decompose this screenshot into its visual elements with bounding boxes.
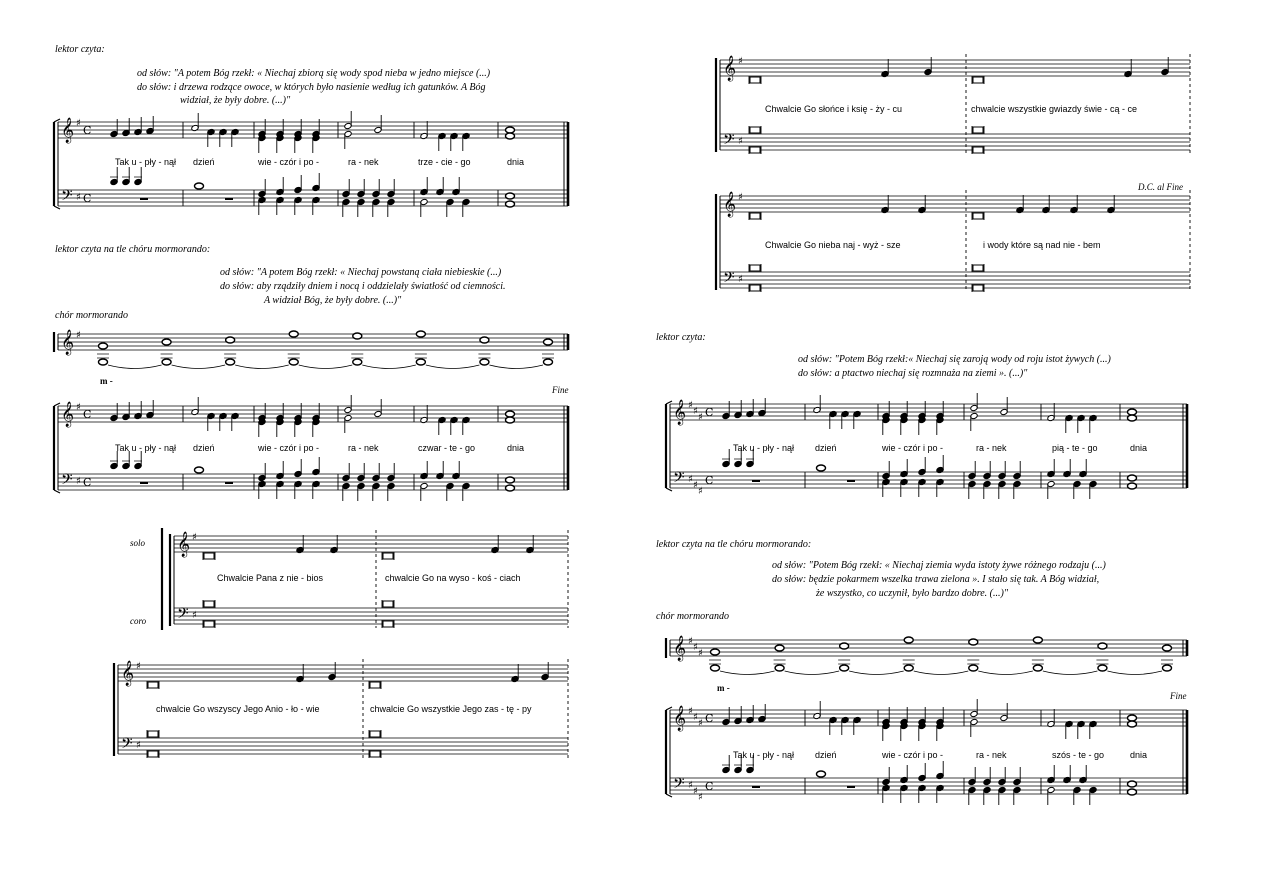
reading-end-cont: że wszystko, co uczynił, było bardzo dobre. (...)"	[816, 588, 1009, 599]
treble-clef: 𝄞	[121, 661, 135, 686]
breve-note	[750, 77, 760, 83]
whole-note	[1128, 483, 1137, 489]
breve-note	[973, 265, 983, 271]
choir-label: chór mormorando	[656, 611, 730, 622]
reading-end: do słów: a ptactwo niechaj się rozmnaża na ziemi ». (...)"	[798, 368, 1028, 379]
key-sharp: ♯	[688, 706, 693, 717]
breve-note	[204, 553, 214, 559]
whole-note	[506, 417, 515, 423]
fine-mark: Fine	[552, 385, 569, 395]
treble-clef: 𝄞	[723, 192, 737, 217]
tie-arc	[235, 365, 289, 369]
lektor-label: lektor czyta na tle chóru mormorando:	[656, 539, 812, 550]
whole-note	[544, 339, 553, 345]
key-sharp: ♯	[693, 642, 698, 653]
breve-note	[148, 731, 158, 737]
time-signature: C	[705, 474, 714, 487]
key-sharp: ♯	[698, 486, 703, 497]
whole-rest	[847, 786, 855, 788]
whole-rest	[225, 198, 233, 200]
time-signature: C	[83, 408, 92, 421]
time-signature: C	[83, 476, 92, 489]
treble-clef: 𝄞	[61, 402, 75, 427]
bass-clef: 𝄢	[723, 269, 735, 290]
key-sharp: ♯	[192, 610, 197, 621]
whole-note	[1128, 415, 1137, 421]
key-sharp: ♯	[688, 474, 693, 485]
tie-arc	[362, 365, 416, 369]
key-sharp: ♯	[76, 330, 81, 341]
lyric: trze - cie - go	[418, 157, 471, 167]
key-sharp: ♯	[192, 532, 197, 543]
lyric: wie - czór i po -	[258, 157, 320, 167]
key-sharp: ♯	[693, 480, 698, 491]
key-sharp: ♯	[76, 476, 81, 487]
key-sharp: ♯	[693, 406, 698, 417]
lektor-label: lektor czyta:	[55, 44, 105, 55]
bracket-hook	[666, 794, 672, 797]
whole-note	[1128, 781, 1137, 787]
reading-start: od słów: "A potem Bóg rzekł: « Niechaj zbiorą się wody spod nieba w jedno miejsce (...)	[137, 68, 491, 79]
whole-rest	[752, 480, 760, 482]
lyric: pią - te - go	[1052, 443, 1098, 453]
whole-note	[99, 359, 108, 365]
breve-note	[750, 147, 760, 153]
whole-rest	[140, 482, 148, 484]
key-sharp: ♯	[136, 661, 141, 672]
key-sharp: ♯	[698, 792, 703, 803]
key-sharp: ♯	[688, 780, 693, 791]
chant-lyric: chwalcie Go wszystkie Jego zas - tę - py	[370, 704, 532, 714]
treble-clef: 𝄞	[177, 532, 191, 557]
treble-clef: 𝄞	[723, 56, 737, 81]
lyric: wie - czór i po -	[882, 443, 944, 453]
solo-label: solo	[130, 538, 146, 548]
tie-arc	[426, 365, 480, 369]
whole-note	[289, 331, 298, 337]
whole-note	[1033, 637, 1042, 643]
bracket-hook	[54, 119, 60, 122]
chant-lyric: i wody które są nad nie - bem	[983, 240, 1101, 250]
whole-rest	[847, 480, 855, 482]
breve-note	[383, 621, 393, 627]
fine-mark: Fine	[1170, 691, 1187, 701]
whole-rest	[140, 198, 148, 200]
breve-note	[973, 77, 983, 83]
whole-note	[506, 133, 515, 139]
lyric: Tak u - pły - nął	[733, 750, 795, 760]
tie-arc	[914, 671, 969, 675]
bass-clef: 𝄢	[723, 131, 735, 152]
time-signature: C	[83, 124, 92, 137]
whole-note	[1128, 715, 1137, 721]
whole-note	[1163, 645, 1172, 651]
tie-arc	[978, 671, 1033, 675]
breve-note	[383, 601, 393, 607]
tie-arc	[785, 671, 840, 675]
whole-rest	[752, 786, 760, 788]
whole-note	[1128, 409, 1137, 415]
bracket-hook	[666, 401, 672, 404]
choir-label: chór mormorando	[55, 310, 129, 321]
treble-clef: 𝄞	[673, 400, 687, 425]
key-sharp: ♯	[76, 402, 81, 413]
whole-note	[506, 201, 515, 207]
key-sharp: ♯	[76, 192, 81, 203]
bass-clef: 𝄢	[121, 735, 133, 756]
whole-rest	[225, 482, 233, 484]
hum-syllable: m -	[100, 376, 113, 386]
breve-note	[750, 265, 760, 271]
lyric: Tak u - pły - nął	[115, 157, 177, 167]
bracket-hook	[54, 490, 60, 493]
whole-note	[195, 183, 204, 189]
whole-note	[1128, 721, 1137, 727]
whole-note	[1163, 665, 1172, 671]
tie-arc	[172, 365, 226, 369]
whole-note	[1033, 665, 1042, 671]
lyric: dzień	[193, 443, 215, 453]
breve-note	[973, 127, 983, 133]
lektor-label: lektor czyta na tle chóru mormorando:	[55, 244, 211, 255]
reading-start: od słów: "A potem Bóg rzekł: « Niechaj powstaną ciała niebieskie (...)	[220, 267, 502, 278]
whole-note	[969, 639, 978, 645]
bass-clef: 𝄢	[673, 775, 685, 796]
chant-lyric: chwalcie Go na wyso - koś - ciach	[385, 573, 521, 583]
lyric: dnia	[1130, 443, 1148, 453]
key-sharp: ♯	[738, 56, 743, 67]
breve-note	[750, 213, 760, 219]
whole-note	[817, 771, 826, 777]
bracket-hook	[666, 707, 672, 710]
breve-note	[148, 682, 158, 688]
reading-end: do słów: będzie pokarmem wszelka trawa zielona ». I stało się tak. A Bóg widział,	[772, 574, 1100, 585]
whole-note	[226, 359, 235, 365]
key-sharp: ♯	[688, 636, 693, 647]
whole-note	[506, 127, 515, 133]
whole-note	[162, 359, 171, 365]
whole-note	[775, 645, 784, 651]
whole-note	[840, 643, 849, 649]
whole-note	[195, 467, 204, 473]
lyric: dzień	[815, 750, 837, 760]
chant-lyric: chwalcie wszystkie gwiazdy świe - cą - ce	[971, 104, 1138, 114]
reading-end: do słów: aby rządziły dniem i nocą i oddzielały światłość od ciemności.	[220, 281, 506, 292]
lyric: dnia	[1130, 750, 1148, 760]
reading-end-cont: A widział Bóg, że były dobre. (...)"	[264, 295, 402, 306]
whole-note	[226, 337, 235, 343]
whole-note	[99, 343, 108, 349]
lyric: dnia	[507, 443, 525, 453]
lyric: Tak u - pły - nął	[733, 443, 795, 453]
tie-arc	[720, 671, 775, 675]
whole-note	[353, 359, 362, 365]
lyric: dzień	[193, 157, 215, 167]
breve-note	[383, 553, 393, 559]
whole-note	[506, 477, 515, 483]
whole-note	[416, 331, 425, 337]
lyric: wie - czór i po -	[882, 750, 944, 760]
whole-note	[904, 665, 913, 671]
lyric: Tak u - pły - nął	[115, 443, 177, 453]
whole-note	[711, 649, 720, 655]
bass-clef: 𝄢	[673, 469, 685, 490]
treble-clef: 𝄞	[61, 118, 75, 143]
time-signature: C	[83, 192, 92, 205]
treble-clef: 𝄞	[61, 330, 75, 355]
breve-note	[148, 751, 158, 757]
lyric: czwar - te - go	[418, 443, 476, 453]
whole-note	[506, 411, 515, 417]
whole-note	[711, 665, 720, 671]
breve-note	[750, 285, 760, 291]
reading-end-cont: widział, że były dobre. (...)"	[180, 95, 291, 106]
lyric: ra - nek	[976, 750, 1007, 760]
tie-arc	[489, 365, 543, 369]
whole-note	[162, 339, 171, 345]
reading-start: od słów: "Potem Bóg rzekł: « Niechaj ziemia wyda istoty żywe różnego rodzaju (...)	[772, 560, 1106, 571]
lyric: ra - nek	[348, 443, 379, 453]
bracket-hook	[54, 206, 60, 209]
chant-lyric: Chwalcie Go nieba naj - wyż - sze	[765, 240, 901, 250]
whole-note	[416, 359, 425, 365]
whole-note	[969, 665, 978, 671]
key-sharp: ♯	[688, 400, 693, 411]
whole-note	[353, 333, 362, 339]
tie-arc	[108, 365, 162, 369]
whole-note	[1098, 643, 1107, 649]
lyric: ra - nek	[348, 157, 379, 167]
key-sharp: ♯	[698, 648, 703, 659]
time-signature: C	[705, 712, 714, 725]
whole-note	[1128, 789, 1137, 795]
whole-note	[775, 665, 784, 671]
breve-note	[750, 127, 760, 133]
key-sharp: ♯	[738, 274, 743, 285]
key-sharp: ♯	[738, 136, 743, 147]
reading-end: do słów: i drzewa rodzące owoce, w których było nasienie według ich gatunków. A Bóg	[137, 82, 486, 93]
treble-clef: 𝄞	[673, 636, 687, 661]
breve-note	[973, 213, 983, 219]
breve-note	[370, 682, 380, 688]
chant-lyric: chwalcie Go wszyscy Jego Anio - ło - wie	[156, 704, 320, 714]
whole-note	[480, 359, 489, 365]
treble-clef: 𝄞	[673, 706, 687, 731]
key-sharp: ♯	[693, 786, 698, 797]
whole-note	[506, 485, 515, 491]
bass-clef: 𝄢	[177, 605, 189, 626]
whole-note	[904, 637, 913, 643]
breve-note	[370, 751, 380, 757]
lyric: szós - te - go	[1052, 750, 1105, 760]
reading-start: od słów: "Potem Bóg rzekł:« Niechaj się zaroją wody od roju istot żywych (...)	[798, 354, 1111, 365]
key-sharp: ♯	[76, 118, 81, 129]
breve-note	[204, 601, 214, 607]
time-signature: C	[705, 780, 714, 793]
breve-note	[204, 621, 214, 627]
whole-note	[544, 359, 553, 365]
coro-label: coro	[130, 616, 147, 626]
time-signature: C	[705, 406, 714, 419]
whole-note	[840, 665, 849, 671]
breve-note	[973, 285, 983, 291]
lyric: ra - nek	[976, 443, 1007, 453]
key-sharp: ♯	[698, 718, 703, 729]
breve-note	[973, 147, 983, 153]
bracket-hook	[54, 403, 60, 406]
bass-clef: 𝄢	[61, 471, 73, 492]
whole-note	[1128, 475, 1137, 481]
lektor-label: lektor czyta:	[656, 332, 706, 343]
whole-note	[817, 465, 826, 471]
key-sharp: ♯	[136, 740, 141, 751]
bass-clef: 𝄢	[61, 187, 73, 208]
bracket-hook	[666, 488, 672, 491]
whole-note	[480, 337, 489, 343]
lyric: wie - czór i po -	[258, 443, 320, 453]
key-sharp: ♯	[698, 412, 703, 423]
tie-arc	[1043, 671, 1098, 675]
tie-arc	[1107, 671, 1162, 675]
whole-note	[1098, 665, 1107, 671]
whole-note	[506, 193, 515, 199]
breve-note	[370, 731, 380, 737]
dc-al-fine-mark: D.C. al Fine	[1138, 182, 1183, 192]
lyric: dzień	[815, 443, 837, 453]
tie-arc	[849, 671, 904, 675]
chant-lyric: Chwalcie Go słońce i księ - ży - cu	[765, 104, 903, 114]
key-sharp: ♯	[693, 712, 698, 723]
lyric: dnia	[507, 157, 525, 167]
chant-lyric: Chwalcie Pana z nie - bios	[217, 573, 324, 583]
whole-note	[289, 359, 298, 365]
tie-arc	[299, 365, 353, 369]
key-sharp: ♯	[738, 192, 743, 203]
hum-syllable: m -	[717, 683, 730, 693]
